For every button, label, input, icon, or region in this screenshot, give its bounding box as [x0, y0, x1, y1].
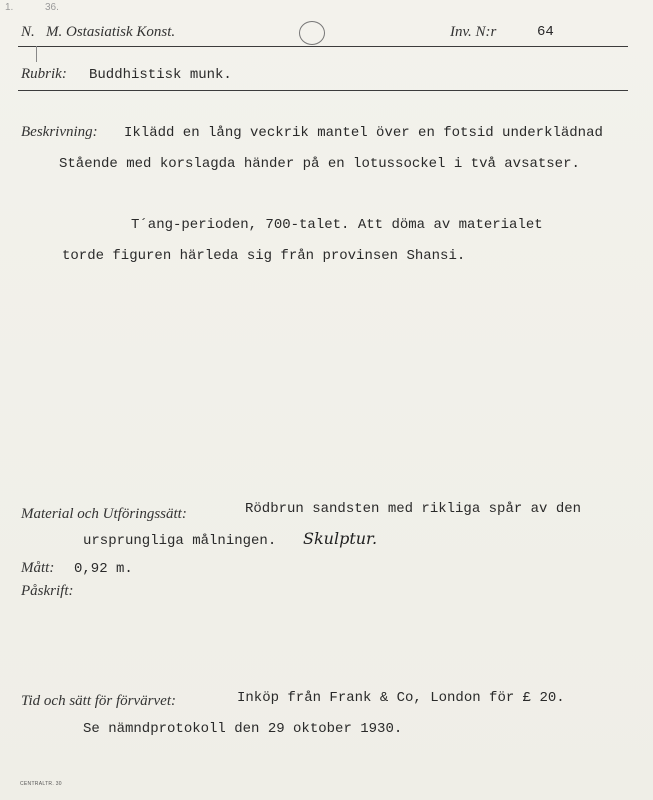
forvarv-label: Tid och sätt för förvärvet: [21, 693, 176, 709]
beskrivning-line-1: Iklädd en lång veckrik mantel över en fotsid underklädnad [124, 125, 603, 141]
department-title: M. Ostasiatisk Konst. [46, 24, 176, 40]
header-prefix: N. [21, 24, 35, 40]
rubrik-value: Buddhistisk munk. [89, 67, 232, 83]
header-divider [18, 46, 628, 47]
beskrivning-line-4: torde figuren härleda sig från provinsen Shansi. [62, 248, 466, 264]
beskrivning-line-3: T´ang-perioden, 700-talet. Att döma av materialet [131, 217, 543, 233]
pencil-mark-left: 1. [5, 2, 14, 13]
beskrivning-label: Beskrivning: [21, 124, 98, 140]
rubrik-divider [18, 90, 628, 91]
matt-label: Mått: [21, 560, 55, 576]
stamp-circle [299, 21, 325, 45]
material-label: Material och Utföringssätt: [21, 506, 187, 522]
inv-number: 64 [537, 24, 554, 40]
material-line-2: ursprungliga målningen. [83, 533, 277, 549]
rubrik-label: Rubrik: [21, 66, 67, 82]
matt-value: 0,92 m. [74, 561, 133, 577]
beskrivning-line-2: Stående med korslagda händer på en lotussockel i två avsatser. [59, 156, 580, 172]
print-mark: CENTRALTR. 30 [20, 781, 62, 787]
handwritten-note: Skulptur. [303, 529, 378, 548]
forvarv-line-2: Se nämndprotokoll den 29 oktober 1930. [83, 721, 403, 737]
material-line-1: Rödbrun sandsten med rikliga spår av den [245, 501, 582, 517]
pencil-mark-right: 36. [45, 2, 59, 13]
margin-tick [36, 46, 37, 62]
paskrift-label: Påskrift: [21, 583, 74, 599]
inv-label: Inv. N:r [450, 24, 497, 40]
forvarv-line-1: Inköp från Frank & Co, London för £ 20. [237, 690, 565, 706]
